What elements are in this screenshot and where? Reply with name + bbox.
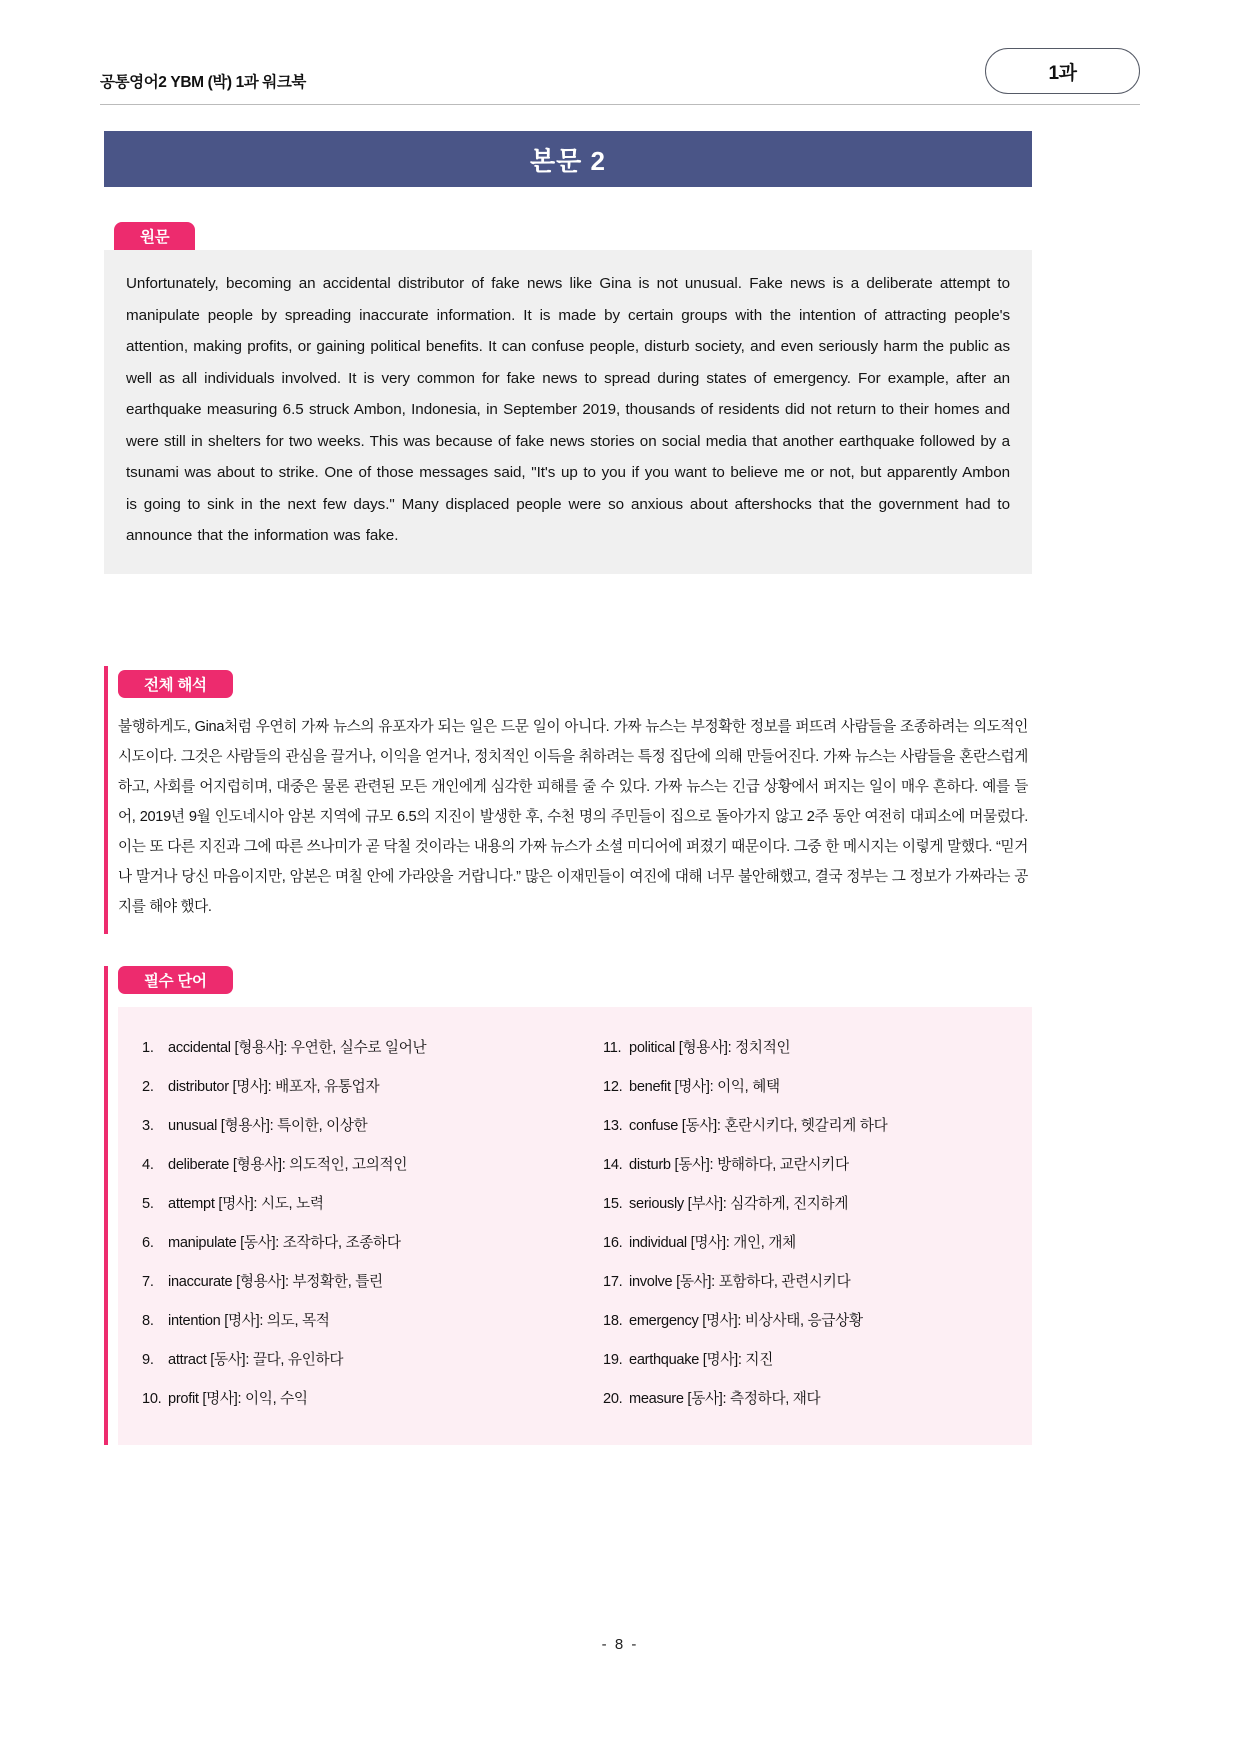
vocab-entry: intention [명사]: 의도, 목적 <box>168 1313 330 1329</box>
vocab-item <box>603 1224 1008 1263</box>
vocabulary-badge: 필수 단어 <box>118 966 233 994</box>
page-header <box>100 48 1140 108</box>
vocab-number: 12. <box>603 1079 623 1095</box>
vocab-number: 13. <box>603 1118 623 1134</box>
vocab-item <box>142 1224 575 1263</box>
vocab-entry: profit [명사]: 이익, 수익 <box>168 1391 308 1407</box>
translation-badge-wrap <box>118 666 1032 698</box>
vocab-item <box>142 1107 575 1146</box>
book-title: 공통영어2 YBM (박) 1과 워크북 <box>100 74 306 91</box>
vocab-entry: political [형용사]: 정치적인 <box>629 1040 791 1056</box>
vocab-item <box>142 1341 575 1380</box>
vocab-entry: accidental [형용사]: 우연한, 실수로 일어난 <box>168 1040 427 1056</box>
vocab-number: 3. <box>142 1118 154 1134</box>
vocab-entry: involve [동사]: 포함하다, 관련시키다 <box>629 1274 851 1290</box>
original-text-box <box>104 250 1032 574</box>
vocab-entry: benefit [명사]: 이익, 혜택 <box>629 1079 780 1095</box>
translation-badge: 전체 해석 <box>118 670 233 698</box>
vocab-entry: earthquake [명사]: 지진 <box>629 1352 773 1368</box>
section-title-banner <box>104 131 1032 187</box>
vocab-entry: unusual [형용사]: 특이한, 이상한 <box>168 1118 368 1134</box>
vocab-entry: confuse [동사]: 혼란시키다, 헷갈리게 하다 <box>629 1118 888 1134</box>
page-number: - 8 - <box>601 1636 639 1653</box>
vocab-entry: distributor [명사]: 배포자, 유통업자 <box>168 1079 380 1095</box>
vocab-item <box>603 1068 1008 1107</box>
vocab-item <box>142 1068 575 1107</box>
vocab-item <box>142 1146 575 1185</box>
vocab-number: 17. <box>603 1274 623 1290</box>
vocab-number: 1. <box>142 1040 154 1056</box>
translation-paragraph: 불행하게도, Gina처럼 우연히 가짜 뉴스의 유포자가 되는 일은 드문 일이 아니다. 가짜 뉴스는 부정확한 정보를 퍼뜨려 사람들을 조종하려는 의도적인 시도이다. 그것은 사람들의 관심을 끌거나, 이익을 얻거나, 정치적인 이득을 취하려는 특정 집단에 의해 만들어진다. 가짜 뉴스는 사람들을 혼란스럽게 하고, 사회를 어지럽히며, 대중은 물론 관련된 모든 개인에게 심각한 피해를 줄 수 있다. 가짜 뉴스는 긴급 상황에서 퍼지는 일이 매우 흔하다. 예를 들어, 2019년 9월 인도네시아 암본 지역에 규모 6.5의 지진이 발생한 후, 수천 명의 주민들이 집으로 돌아가지 않고 2주 동안 여전히 대피소에 머물렀다. 이는 또 다른 지진과 그에 따른 쓰나미가 곧 닥칠 것이라는 내용의 가짜 뉴스가 소셜 미디어에 퍼졌기 때문이다. 그중 한 메시지는 이렇게 말했다. “믿거나 말거나 당신 마음이지만, 암본은 며칠 안에 가라앉을 거랍니다.” 많은 이재민들이 여진에 대해 너무 불안해했고, 결국 정부는 그 정보가 가짜라는 공지를 해야 했다. <box>118 719 1028 915</box>
vocab-entry: seriously [부사]: 심각하게, 진지하게 <box>629 1196 849 1212</box>
vocab-number: 19. <box>603 1352 623 1368</box>
section-translation <box>104 666 1032 934</box>
vocabulary-body <box>118 1007 1032 1445</box>
vocab-item <box>603 1380 1008 1419</box>
section-vocabulary <box>104 966 1032 1445</box>
vocab-entry: attract [동사]: 끌다, 유인하다 <box>168 1352 344 1368</box>
vocab-entry: individual [명사]: 개인, 개체 <box>629 1235 796 1251</box>
original-badge: 원문 <box>114 222 195 250</box>
vocab-number: 15. <box>603 1196 623 1212</box>
vocab-number: 16. <box>603 1235 623 1251</box>
vocab-number: 18. <box>603 1313 623 1329</box>
vocab-item <box>142 1185 575 1224</box>
vocab-item <box>603 1185 1008 1224</box>
vocab-item <box>603 1146 1008 1185</box>
vocab-number: 20. <box>603 1391 623 1407</box>
vocab-number: 8. <box>142 1313 154 1329</box>
vocab-item <box>142 1380 575 1419</box>
vocab-item <box>603 1302 1008 1341</box>
vocabulary-badge-wrap <box>118 966 1032 994</box>
vocab-number: 14. <box>603 1157 623 1173</box>
vocab-item <box>603 1107 1008 1146</box>
vocab-item <box>603 1263 1008 1302</box>
vocab-number: 11. <box>603 1040 622 1056</box>
vocab-item <box>603 1029 1008 1068</box>
vocab-entry: measure [동사]: 측정하다, 재다 <box>629 1391 821 1407</box>
section-original <box>104 222 1032 574</box>
vocab-number: 6. <box>142 1235 154 1251</box>
vocabulary-column-left <box>142 1029 575 1419</box>
vocab-item <box>142 1302 575 1341</box>
vocab-item <box>603 1341 1008 1380</box>
header-divider <box>100 104 1140 105</box>
vocab-number: 5. <box>142 1196 154 1212</box>
vocab-number: 7. <box>142 1274 154 1290</box>
vocab-entry: deliberate [형용사]: 의도적인, 고의적인 <box>168 1157 408 1173</box>
vocab-item <box>142 1029 575 1068</box>
vocabulary-column-right <box>575 1029 1008 1419</box>
vocab-entry: attempt [명사]: 시도, 노력 <box>168 1196 324 1212</box>
original-paragraph: Unfortunately, becoming an accidental distributor of fake news like Gina is not unusual. Fake news is a deliberate attempt to manipulate people by spreading inaccurate information. It is made by certain groups with the intention of attracting people's attention, making profits, or gaining political benefits. It can confuse people, disturb society, and even seriously harm the public as well as all individuals involved. It is very common for fake news to spread during states of emergency. For example, after an earthquake measuring 6.5 struck Ambon, Indonesia, in September 2019, thousands of residents did not return to their homes and were still in shelters for two weeks. This was because of fake news stories on social media that another earthquake followed by a tsunami was about to strike. One of those messages said, "It's up to you if you want to believe me or not, but apparently Ambon is going to sink in the next few days." Many displaced people were so anxious about aftershocks that the government had to announce that the information was fake. <box>126 275 1010 544</box>
original-badge-wrap <box>114 222 1032 250</box>
vocab-number: 2. <box>142 1079 154 1095</box>
vocab-number: 4. <box>142 1157 154 1173</box>
vocab-entry: emergency [명사]: 비상사태, 응급상황 <box>629 1313 863 1329</box>
vocab-entry: manipulate [동사]: 조작하다, 조종하다 <box>168 1235 401 1251</box>
section-title-text: 본문 2 <box>530 145 606 176</box>
page-footer <box>0 1636 1240 1654</box>
vocab-number: 10. <box>142 1391 162 1407</box>
vocab-entry: inaccurate [형용사]: 부정확한, 틀린 <box>168 1274 383 1290</box>
vocab-item <box>142 1263 575 1302</box>
lesson-badge: 1과 <box>985 48 1140 94</box>
vocab-entry: disturb [동사]: 방해하다, 교란시키다 <box>629 1157 849 1173</box>
vocab-number: 9. <box>142 1352 154 1368</box>
